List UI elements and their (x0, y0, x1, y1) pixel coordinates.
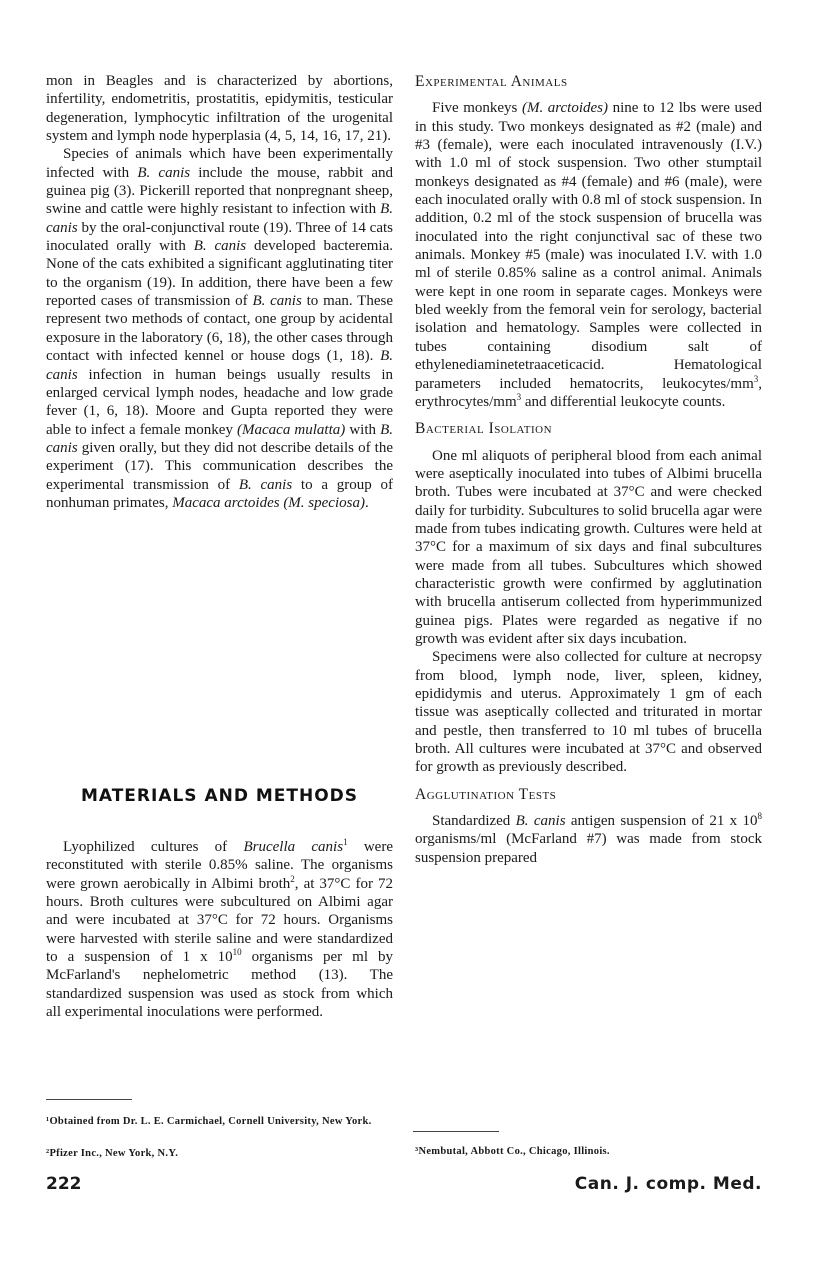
materials-paragraph-block (46, 838, 393, 1021)
section-heading-materials-methods: MATERIALS AND METHODS (80, 786, 359, 806)
journal-name: Can. J. comp. Med. (574, 1174, 762, 1194)
left-column (46, 72, 393, 512)
footnote-1: ¹Obtained from Dr. L. E. Carmichael, Cornell University, New York. (46, 1116, 372, 1127)
intro-paragraph-continued: mon in Beagles and is characterized by abortions, infertility, endometritis, prostatitis, epidymitis, testicular degeneration, lymphocytic infiltration of the urogenital system and lymph node hyperplasia (4, 5, 14, 16, 17, 21). (46, 73, 393, 145)
footnote-divider-right (413, 1131, 499, 1132)
footnote-2: ²Pfizer Inc., New York, N.Y. (46, 1148, 179, 1159)
heading-agglutination-tests: Agglutination Tests (415, 785, 557, 803)
species-paragraph: Species of animals which have been experimentally infected with B. canis include the mouse, rabbit and guinea pig (3). Pickerill reported that nonpregnant sheep, swine and cattle were highly resistant to infection with B. canis by the oral-conjunctival route (19). Three of 14 cats inoculated orally with B. canis developed bacteremia. None of the cats exhibited a significant agglutinating titer to the organism (19). In addition, there have been a few reported cases of transmission of B. canis to man. These represent two methods of contact, one group by acidental exposure in the laboratory (6, 18), the other cases through contact with infected kennel or house dogs (1, 18). B. canis infection in human beings usually results in enlarged cervical lymph nodes, headache and low grade fever (1, 6, 18). Moore and Gupta reported they were able to infect a female monkey (Macaca mulatta) with B. canis given orally, but they did not describe details of the experiment (17). This communication describes the experimental transmission of B. canis to a group of nonhuman primates, Macaca arctoides (M. speciosa). (46, 146, 393, 511)
specimens-paragraph: Specimens were also collected for culture at necropsy from blood, lymph node, liver, spleen, kidney, epididymis and uterus. Approximately 1 gm of each tissue was aseptically collected and triturated in mortar and pestle, then transferred to 10 ml tubes of brucella broth. All cultures were incubated at 37°C and observed for growth as previously described. (415, 649, 762, 776)
footnote-divider-left (46, 1099, 132, 1100)
materials-paragraph: Lyophilized cultures of Brucella canis$^1$ were reconstituted with sterile 0.85% saline. The organisms were grown aerobically in Albimi broth$^2$, at 37°C for 72 hours. Broth cultures were subcultured on Albimi agar and were incubated at 37°C for 72 hours. Organisms were harvested with sterile saline and were standardized to a suspension of 1 x $10^{10}$ organisms per ml by McFarland's nephelometric method (13). The standardized suspension was used as stock from which all experimental inoculations were performed. (46, 837, 393, 1021)
agglutination-paragraph: Standardized B. canis antigen suspension of 21 x $10^8$ organisms/ml (McFarland #7) was made from stock suspension prepared (415, 811, 762, 866)
heading-bacterial-isolation: Bacterial Isolation (415, 420, 553, 438)
right-column (415, 73, 762, 867)
footnote-3: ³Nembutal, Abbott Co., Chicago, Illinois. (415, 1146, 610, 1157)
heading-experimental-animals: Experimental Animals (415, 73, 568, 90)
experimental-animals-paragraph: Five monkeys (M. arctoides) nine to 12 lbs were used in this study. Two monkeys designated as #2 (male) and #3 (female), were each inoculated intravenously (I.V.) with 1.0 ml of stock suspension. Two other stumptail monkeys designated as #4 (female) and #6 (male), were each inoculated orally with 0.8 ml of stock suspension. In addition, 0.2 ml of the stock suspension of brucella was inoculated into the right conjunctival sac of these two animals. Monkey #5 (male) was inoculated I.V. with 1.0 ml of sterile 0.85% saline as a control animal. Animals were kept in one room in separate cages. Monkeys were bled weekly from the femoral vein for serology, bacterial isolation and hematology. Samples were collected in tubes containing disodium salt of ethylenediaminetetraaceticacid. Hematological parameters included hematocrits, leukocytes/$mm^3$, erythrocytes/$mm^3$ and differential leukocyte counts. (415, 100, 762, 410)
bacterial-isolation-paragraph: One ml aliquots of peripheral blood from each animal were aseptically inoculated into tubes of Albimi brucella broth. Tubes were incubated at 37°C and were checked daily for turbidity. Subcultures to solid brucella agar were made from tubes indicating growth. Cultures were held at 37°C for a maximum of six days and final subcultures were made from all tubes. Subcultures which showed characteristic growth were confirmed by agglutination with brucella antiserum collected from hyperimmunized guinea pigs. Plates were regarded as negative if no growth was evident after six days incubation. (415, 447, 762, 647)
page-number: 222 (46, 1174, 82, 1194)
